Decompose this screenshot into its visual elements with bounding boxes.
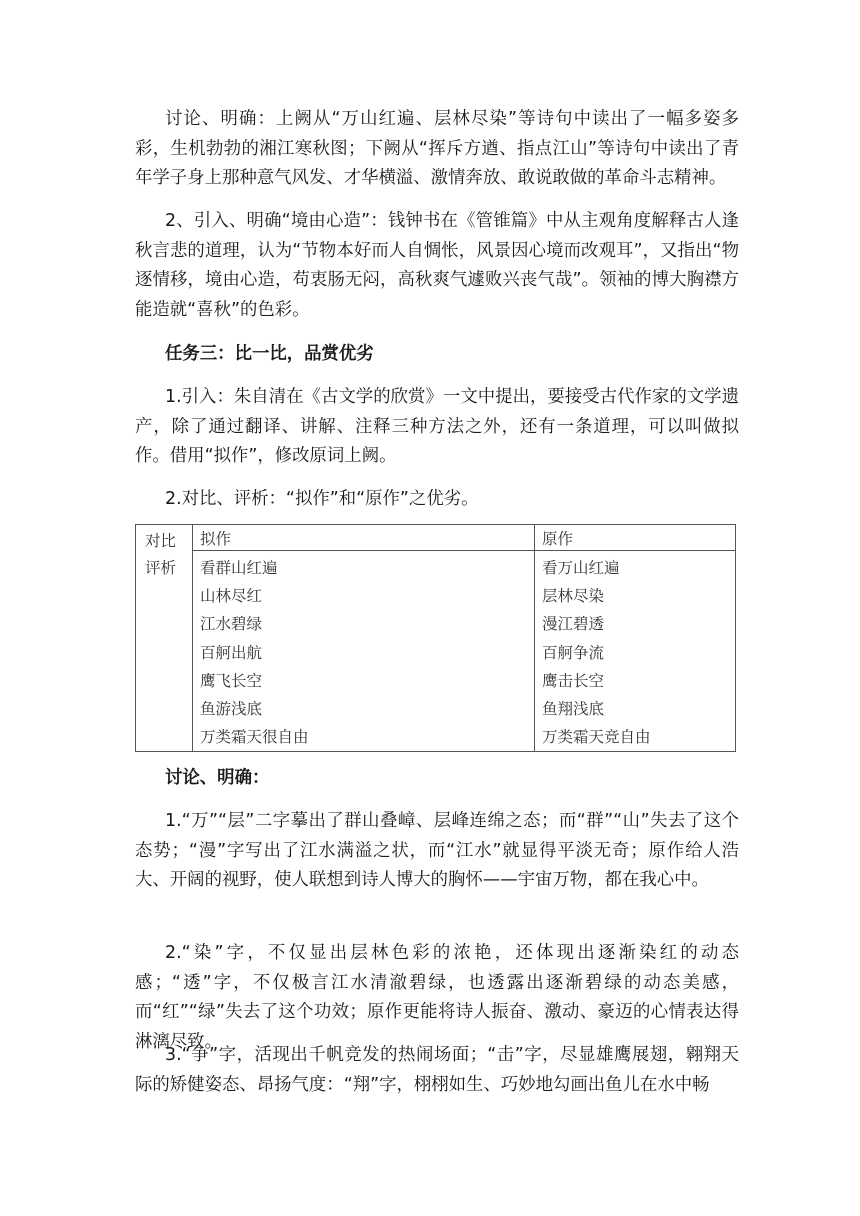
table-header-row	[136, 525, 736, 551]
paragraph-discussion-1: 讨论、明确：上阙从“万山红遍、层林尽染”等诗句中读出了一幅多姿多彩，生机勃勃的湘江寒秋图；下阙从“挥斥方遒、指点江山”等诗句中读出了青年学子身上那种意气风发、才华横溢、激情奔放、敢说敢做的革命斗志精神。	[135, 109, 739, 188]
paragraph-intro-zhuziqing: 1.引入：朱自清在《古文学的欣赏》一文中提出，要接受古代作家的文学遗产，除了通过翻译、讲解、注释三种方法之外，还有一条道理，可以叫做拟作。借用“拟作”，修改原词上阙。	[135, 387, 739, 466]
table-label-cell	[136, 525, 193, 752]
paragraph-intro-2: 2、引入、明确“境由心造”：钱钟书在《管锥篇》中从主观角度解释古人逢秋言悲的道理，认为“节物本好而人自惆怅，风景因心境而改观耳”，又指出“物逐情移，境由心造，苟衷肠无闷，高秋爽气遽败兴丧气哉”。领袖的博大胸襟方能造就“喜秋”的色彩。	[135, 211, 739, 320]
list-item: 百舸争流	[542, 643, 605, 662]
list-item: 鹰击长空	[542, 671, 605, 690]
list-item: 百舸出航	[200, 643, 263, 662]
paragraph-point-3: 3.“争”字，活现出千帆竞发的热闹场面；“击”字，尽显雄鹰展翅，翱翔天际的矫健姿态、昂扬气度：“翔”字，栩栩如生、巧妙地勾画出鱼儿在水中畅	[135, 1045, 739, 1095]
list-item: 看群山红遍	[200, 559, 278, 577]
table-body-row	[136, 551, 736, 752]
paragraph-point-2: 2.“染”字，不仅显出层林色彩的浓艳，还体现出逐渐染红的动态感；“透”字，不仅极言江水清澈碧绿，也透露出逐渐碧绿的动态美感，而“红”“绿”失去了这个功效；原作更能将诗人振奋、激动、豪迈的心情表达得淋漓尽致。	[135, 943, 739, 1052]
list-item: 江水碧绿	[200, 615, 263, 634]
imitation-column	[193, 551, 535, 752]
paragraph-compare: 2.对比、评析：“拟作”和“原作”之优劣。	[165, 489, 479, 509]
paragraph-point-1: 1.“万”“层”二字摹出了群山叠嶂、层峰连绵之态；而“群”“山”失去了这个态势；“漫”字写出了江水满溢之状，而“江水”就显得平淡无奇；原作给人浩大、开阔的视野，使人联想到诗人博大的胸怀——宇宙万物，都在我心中。	[135, 811, 739, 890]
header-imitation: 拟作	[193, 525, 535, 551]
header-original: 原作	[535, 525, 736, 551]
table-label-line1: 对比	[145, 532, 177, 550]
task3-heading: 任务三：比一比，品赏优劣	[165, 344, 374, 364]
list-item: 鹰飞长空	[200, 671, 263, 690]
list-item: 鱼游浅底	[200, 700, 263, 719]
list-item: 万类霜天很自由	[200, 728, 309, 747]
discussion-heading: 讨论、明确：	[165, 768, 270, 788]
table-label-line2: 评析	[145, 559, 177, 577]
list-item: 万类霜天竞自由	[542, 728, 651, 747]
original-column	[535, 551, 736, 752]
comparison-table	[135, 524, 736, 752]
list-item: 层林尽染	[542, 587, 605, 606]
list-item: 鱼翔浅底	[542, 700, 605, 719]
list-item: 山林尽红	[200, 587, 263, 606]
list-item: 漫江碧透	[542, 615, 605, 634]
list-item: 看万山红遍	[542, 559, 620, 577]
